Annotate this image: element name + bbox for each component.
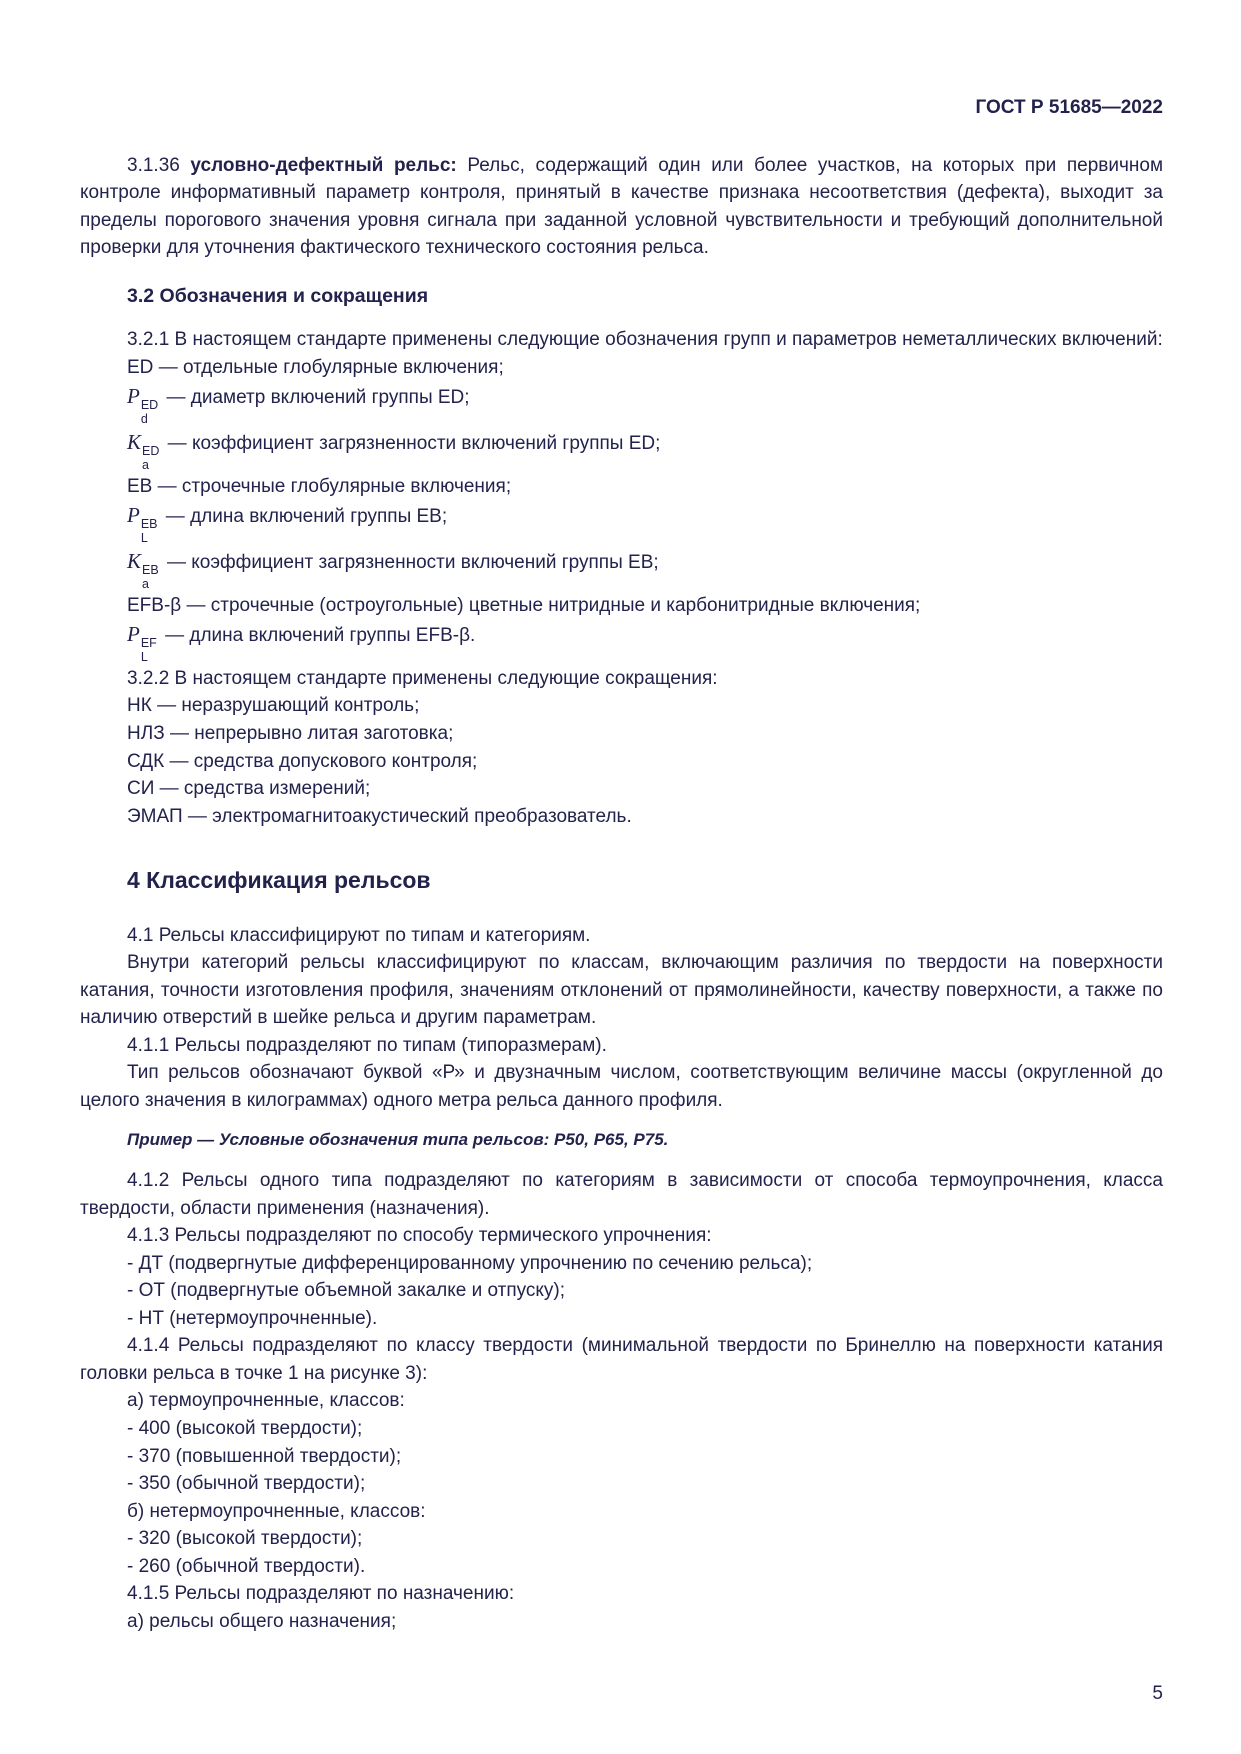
list-item: - 260 (обычной твердости).: [127, 1555, 366, 1577]
page-number: 5: [1152, 1683, 1163, 1705]
clause-4-1-1: 4.1.1 Рельсы подразделяют по типам (типоразмерам).: [127, 1034, 607, 1056]
definition-item: [127, 592, 1163, 620]
term-name: условно-дефектный рельс:: [190, 154, 457, 176]
heading-3-2: 3.2 Обозначения и сокращения: [127, 284, 429, 307]
clause-4-1-2: 4.1.2 Рельсы одного типа подразделяют по категориям в зависимости от способа термоупрочнения, класса твердости, области применения (назначения).: [80, 1170, 1163, 1219]
symbol: EFB-β: [127, 594, 182, 616]
definition-text: — строчечные глобулярные включения;: [157, 475, 512, 497]
abbreviation-item: НК — неразрушающий контроль;: [127, 695, 420, 717]
list-item: а) рельсы общего назначения;: [127, 1610, 397, 1632]
symbol-indices: [142, 564, 159, 592]
clause-4-1-text: Внутри категорий рельсы классифицируют по классам, включающим различия по твердости на поверхности катания, точности изготовления профиля, значениям отклонений от прямолинейности, качеству поверхности, а также по наличию отверстий в шейке рельса и другим параметрам.: [80, 952, 1163, 1029]
definition-text: — отдельные глобулярные включения;: [158, 356, 504, 378]
subscript: L: [140, 531, 148, 546]
definition-text: — коэффициент загрязненности включений группы EB;: [166, 551, 659, 573]
definition-item: [127, 619, 1163, 665]
definition-item: [127, 473, 1163, 501]
definition-text: — строчечные (остроугольные) цветные нитридные и карбонитридные включения;: [186, 594, 921, 616]
list-item: - ОТ (подвергнутые объемной закалке и отпуску);: [127, 1280, 566, 1302]
definition-item: [127, 427, 1163, 473]
symbol-indices: [141, 637, 157, 665]
definition-item: [127, 500, 1163, 546]
definition-text: — диаметр включений группы ED;: [166, 387, 470, 409]
definition-item: [127, 546, 1163, 592]
heading-section-4: 4 Классификация рельсов: [127, 867, 431, 894]
subscript: d: [140, 412, 148, 427]
symbol: P: [127, 384, 140, 409]
clause-4-1-3: 4.1.3 Рельсы подразделяют по способу термического упрочнения:: [127, 1225, 712, 1247]
list-item: б) нетермоупрочненные, классов:: [127, 1500, 426, 1522]
list-item: а) термоупрочненные, классов:: [127, 1390, 405, 1412]
abbreviation-item: НЛЗ — непрерывно литая заготовка;: [127, 723, 454, 745]
term-definition: Рельс, содержащий один или более участков, на которых при первичном контроле информативный параметр контроля, принятый в качестве признака несоответствия (дефекта), выходит за пределы порогового значения уровня сигнала при заданной условной чувствительности и требующий дополнительной проверки для уточнения фактического технического состояния рельса.: [80, 154, 1164, 259]
abbreviation-item: ЭМАП — электромагнитоакустический преобразователь.: [127, 805, 632, 827]
list-item: - 320 (высокой твердости);: [127, 1528, 363, 1550]
clause-4-1-4: 4.1.4 Рельсы подразделяют по классу твердости (минимальной твердости по Бринеллю на поверхности катания головки рельса в точке 1 на рисунке 3):: [80, 1335, 1163, 1384]
symbol: EB: [127, 475, 153, 497]
symbol: ED: [127, 356, 154, 378]
superscript: EF: [140, 636, 157, 651]
symbol: P: [127, 503, 140, 528]
definition-text: — длина включений группы EB;: [165, 506, 448, 528]
clause-4-1: 4.1 Рельсы классифицируют по типам и категориям.: [127, 924, 591, 946]
clause-number: 3.1.36: [127, 154, 180, 176]
example-note: Пример — Условные обозначения типа рельсов: Р50, Р65, Р75.: [127, 1130, 669, 1150]
clause-3-1-36: [80, 152, 1163, 262]
abbreviation-item: СДК — средства допускового контроля;: [127, 750, 478, 772]
clause-4-1-1-text: Тип рельсов обозначают буквой «Р» и двузначным числом, соответствующим величине массы (округленной до целого значения в килограммах) одного метра рельса данного профиля.: [80, 1062, 1163, 1111]
definition-text: — коэффициент загрязненности включений группы ED;: [167, 432, 661, 454]
clause-4-1-5: 4.1.5 Рельсы подразделяют по назначению:: [127, 1583, 515, 1605]
subscript: a: [142, 457, 149, 472]
list-item: - 370 (повышенной твердости);: [127, 1445, 402, 1467]
definition-item: [127, 354, 1163, 382]
list-item: - 400 (высокой твердости);: [127, 1417, 363, 1439]
doc-number: ГОСТ Р 51685—2022: [975, 97, 1163, 118]
list-item: - 350 (обычной твердости);: [127, 1473, 366, 1495]
symbol-indices: [142, 445, 159, 473]
subscript: a: [142, 576, 149, 591]
superscript: EB: [140, 517, 158, 532]
symbol: K: [127, 429, 142, 454]
superscript: ED: [142, 444, 160, 459]
symbol-indices: [141, 399, 158, 427]
abbreviation-item: СИ — средства измерений;: [127, 778, 371, 800]
clause-3-2-1: 3.2.1 В настоящем стандарте применены следующие обозначения групп и параметров неметаллических включений:: [127, 329, 1163, 350]
clause-3-2-2: 3.2.2 В настоящем стандарте применены следующие сокращения:: [127, 667, 718, 689]
definition-text: — длина включений группы EFB-β.: [165, 625, 476, 647]
list-item: - НТ (нетермоупрочненные).: [127, 1307, 378, 1329]
superscript: EB: [142, 563, 159, 578]
symbol-indices: [141, 518, 158, 546]
superscript: ED: [140, 398, 159, 413]
definition-item: [127, 381, 1163, 427]
symbol: P: [127, 622, 140, 647]
subscript: L: [140, 650, 148, 665]
symbol: K: [127, 548, 142, 573]
list-item: - ДТ (подвергнутые дифференцированному упрочнению по сечению рельса);: [127, 1252, 813, 1274]
